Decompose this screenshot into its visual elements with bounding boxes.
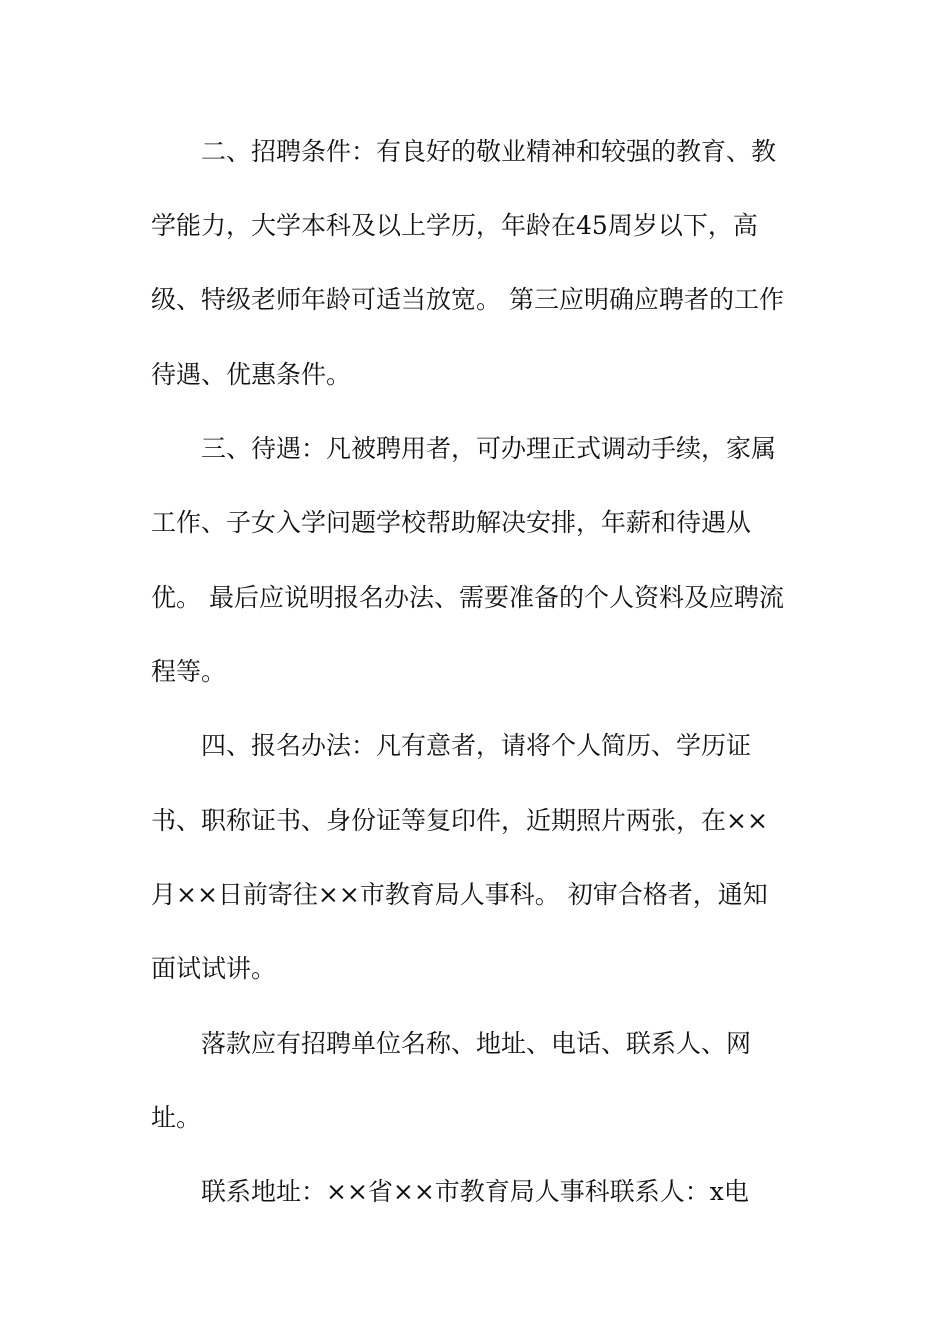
text-line: 址。 <box>151 1103 202 1132</box>
text-line: 待遇、优惠条件。 <box>151 360 352 389</box>
text-line: 面试试讲。 <box>151 954 277 983</box>
text-line: 学能力，大学本科及以上学历，年龄在45周岁以下，高 <box>151 211 758 240</box>
text-line: 联系地址：××省××市教育局人事科联系人：x电 <box>201 1177 749 1206</box>
text-line: 工作、子女入学问题学校帮助解决安排，年薪和待遇从 <box>151 508 752 537</box>
text-line: 优。 最后应说明报名办法、需要准备的个人资料及应聘流 <box>151 583 784 612</box>
text-line: 程等。 <box>151 657 227 686</box>
text-line: 二、招聘条件：有良好的敬业精神和较强的教育、教 <box>201 137 777 166</box>
text-line: 书、职称证书、身份证等复印件，近期照片两张，在×× <box>151 806 768 835</box>
text-line: 月××日前寄往××市教育局人事科。 初审合格者，通知 <box>151 880 768 909</box>
text-line: 四、报名办法：凡有意者，请将个人简历、学历证 <box>201 731 752 760</box>
text-line: 级、特级老师年龄可适当放宽。 第三应明确应聘者的工作 <box>151 285 784 314</box>
text-line: 落款应有招聘单位名称、地址、电话、联系人、网 <box>201 1029 752 1058</box>
text-line: 三、待遇：凡被聘用者，可办理正式调动手续，家属 <box>201 434 777 463</box>
